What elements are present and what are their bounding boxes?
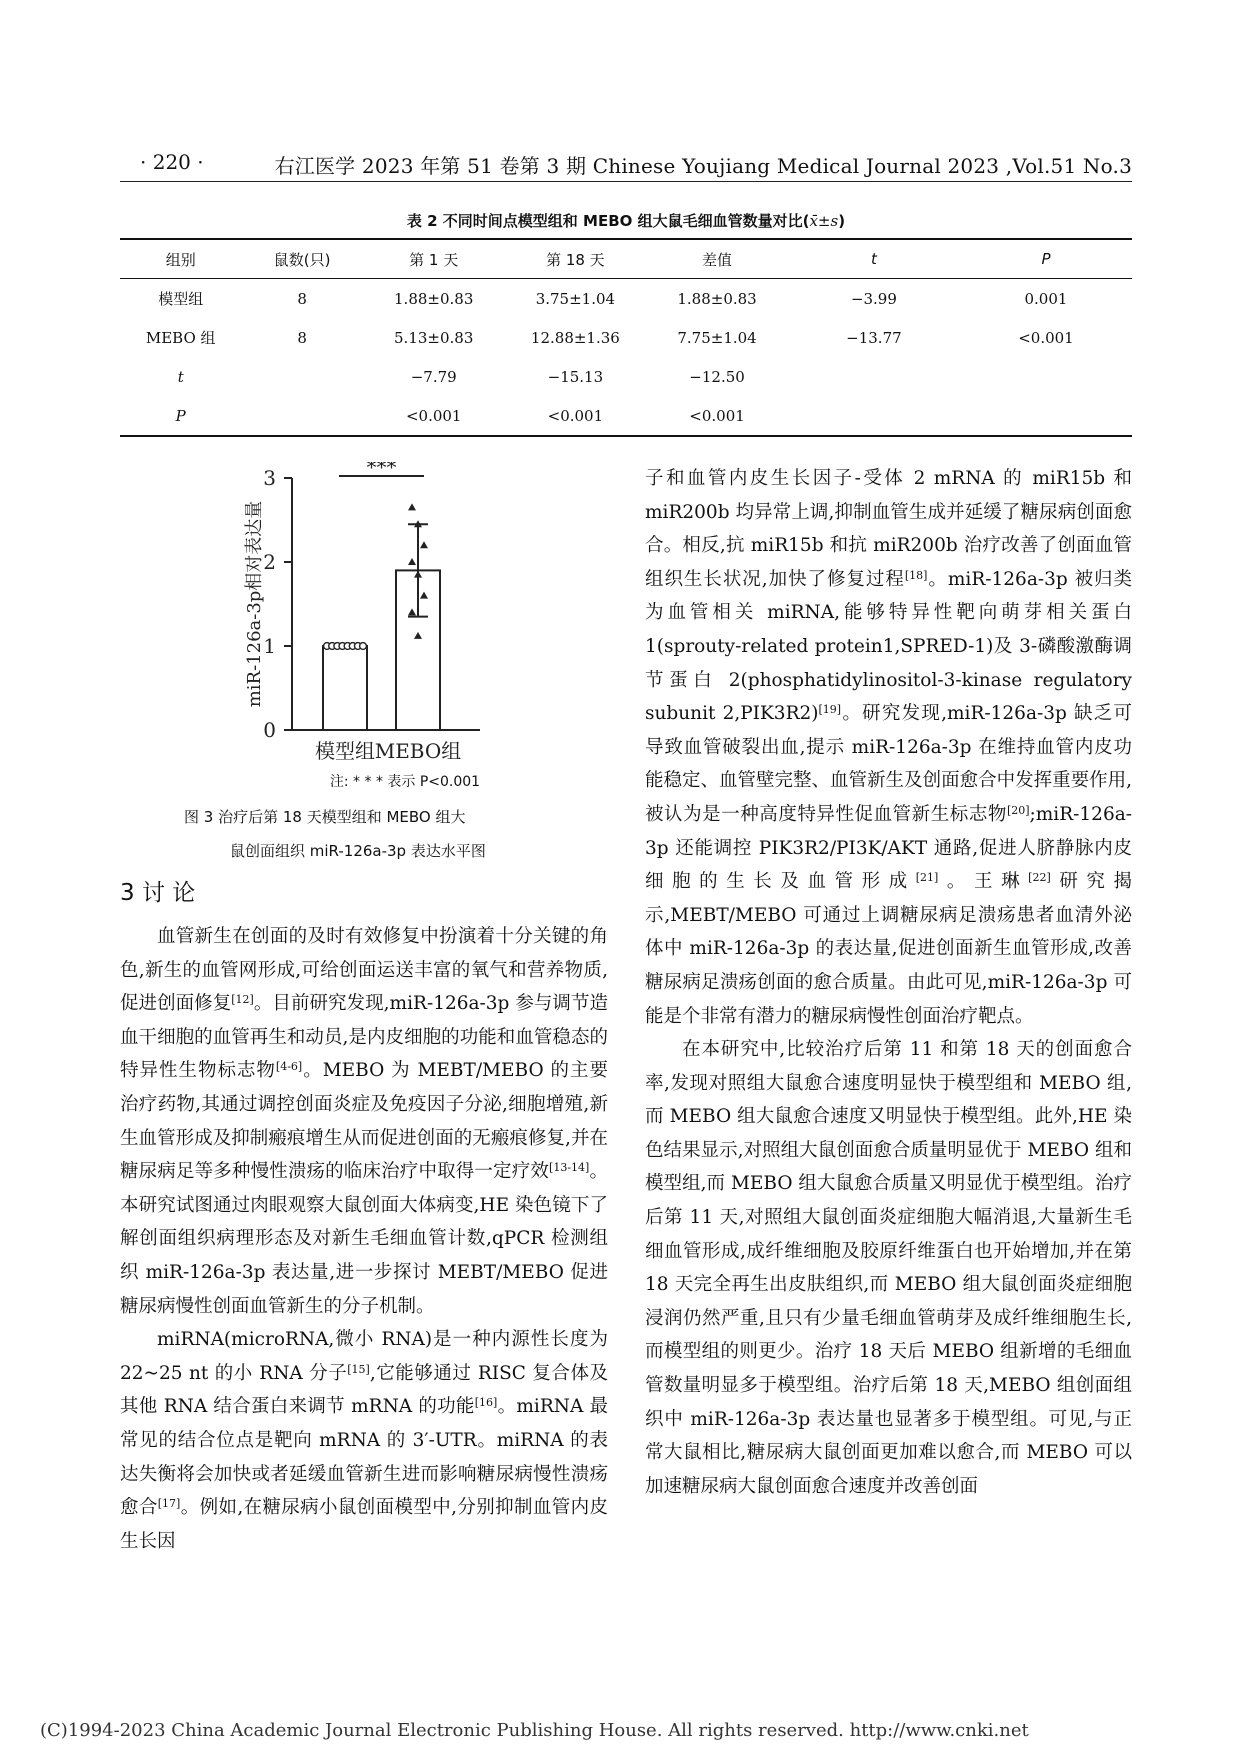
text-run: 。目前研究发现,miR-126a-3p 参与调节造血干细胞的血管再生和动员,是内皮细胞的功能和血管稳态的特异性生物标志物 — [120, 993, 608, 1082]
text-run: ,它能够通过 RISC 复合体及其他 RNA 结合蛋白来调节 mRNA 的功能 — [120, 1362, 608, 1418]
paragraph — [120, 1323, 608, 1558]
y-tick-label: 0 — [263, 718, 276, 742]
citation: [15] — [347, 1362, 370, 1376]
figure-3 — [220, 462, 620, 792]
table-row — [120, 279, 1132, 319]
page-number: · 220 · — [140, 150, 204, 174]
table-cell — [960, 357, 1132, 396]
table-cell: 5.13±0.83 — [394, 328, 474, 347]
table-cell: 1.88±0.83 — [394, 289, 474, 308]
table-cell — [241, 396, 362, 436]
table-cell: 模型组 — [158, 290, 204, 308]
y-tick-label: 2 — [263, 550, 276, 574]
text-run: 。研究发现,miR-126a-3p 缺乏可导致血管破裂出血,提示 miR-126a-3p 在维持血管内皮功能稳定、血管壁完整、血管新生及创面愈合中发挥重要作用,被认为是一种高度特异性促血管新生标志物 — [645, 703, 1132, 825]
text-run: ;miR-126a-3p 还能调控 PIK3R2/PI3K/AKT 通路,促进人脐静脉内皮细胞的生长及血管形成 — [645, 803, 1132, 893]
left-column — [120, 920, 608, 1558]
citation: [18] — [904, 568, 928, 582]
section-title: 3 讨 论 — [120, 880, 196, 906]
col-header-t: t — [788, 239, 960, 279]
table-cell — [241, 357, 362, 396]
table-cell: <0.001 — [363, 396, 505, 436]
paragraph — [120, 920, 608, 1323]
table-cell: 12.88±1.36 — [530, 328, 620, 347]
table-cell: <0.001 — [505, 396, 647, 436]
table-cell: −12.50 — [689, 367, 745, 386]
citation: [21] — [915, 871, 939, 885]
citation: [4-6] — [275, 1060, 303, 1074]
table-cell: 7.75±1.04 — [677, 328, 757, 347]
table-cell: 3.75±1.04 — [535, 289, 616, 308]
table-cell: 8 — [297, 328, 307, 347]
x-tick-label: MEBO组 — [374, 739, 462, 763]
header-rule — [120, 181, 1132, 182]
table-row — [120, 357, 1132, 396]
citation: [22] — [1028, 871, 1051, 885]
table-caption — [120, 210, 1132, 231]
paragraph — [645, 462, 1132, 1033]
col-header-group: 组别 — [120, 239, 241, 279]
table-caption-stat: x̄±s — [809, 212, 839, 230]
figure-caption — [150, 800, 620, 868]
data-point — [420, 541, 428, 548]
text-run: 研究揭示,MEBT/MEBO 可通过上调糖尿病足溃疡患者血清外泌体中 miR-126a-3p 的表达量,促进创面新生血管形成,改善糖尿病足溃疡创面的愈合质量。由此可见,miR-126a-3p 可能是个非常有潜力的糖尿病慢性创面治疗靶点。 — [645, 871, 1132, 1027]
text-run: 。王琳 — [938, 871, 1029, 893]
table-header-row — [120, 239, 1132, 279]
y-axis-label: miR-126a-3p相对表达量 — [244, 500, 265, 708]
table-cell — [788, 396, 960, 436]
table-cell: −3.99 — [850, 289, 897, 308]
col-header-p: P — [960, 239, 1132, 279]
right-column — [645, 462, 1132, 1503]
y-tick-label: 3 — [263, 466, 276, 490]
table-cell: −15.13 — [547, 367, 604, 386]
table-cell: t — [177, 367, 184, 386]
table-cell: 1.88±0.83 — [677, 289, 757, 308]
citation: [19] — [818, 703, 842, 717]
copyright-footer: (C)1994-2023 China Academic Journal Electronic Publishing House. All rights reserved. http://www.cnki.net — [40, 1720, 1029, 1741]
text-run: 子和血管内皮生长因子-受体 2 mRNA 的 miR15b 和 miR200b 均异常上调,抑制血管生成并延缓了糖尿病创面愈合。相反,抗 miR15b 和抗 miR200b 治疗改善了创面血管组织生长状况,加快了修复过程 — [645, 468, 1132, 590]
figure-caption-line2: 鼠创面组织 miR-126a-3p 表达水平图 — [230, 842, 486, 860]
table-cell: −13.77 — [846, 328, 902, 347]
text-run: 。miR-126a-3p 被归类为血管相关 miRNA,能够特异性靶向萌芽相关蛋白 1(sprouty-related protein1,SPRED-1)及 3-磷酸激酶调节蛋白 2(phosphatidylinositol-3-kinase regulatory subunit 2,PIK3R2) — [645, 568, 1132, 725]
citation: [13-14] — [549, 1161, 590, 1175]
y-tick-label: 1 — [263, 634, 276, 658]
table-cell: <0.001 — [1018, 328, 1074, 347]
col-header-diff: 差值 — [646, 239, 788, 279]
col-header-count: 鼠数(只) — [241, 239, 362, 279]
table-cell: −7.79 — [410, 367, 457, 386]
table-row — [120, 396, 1132, 436]
bar-chart — [220, 462, 620, 772]
page-header — [140, 150, 1132, 180]
citation: [17] — [157, 1497, 181, 1511]
table-row — [120, 318, 1132, 357]
col-header-day18: 第 18 天 — [505, 239, 647, 279]
table-cell: 0.001 — [1024, 289, 1068, 308]
figure-note: 注: * * * 表示 P<0.001 — [329, 774, 481, 790]
table-caption-end: ) — [838, 212, 846, 230]
text-run: 。MEBO 为 MEBT/MEBO 的主要治疗药物,其通过调控创面炎症及免疫因子分泌,细胞增殖,新生血管形成及抑制瘢痕增生从而促进创面的无瘢痕修复,并在糖尿病足等多种慢性溃疡的临床治疗中取得一定疗效 — [120, 1060, 608, 1183]
text-run: 。本研究试图通过肉眼观察大鼠创面大体病变,HE 染色镜下了解创面组织病理形态及对新生毛细血管计数,qPCR 检测组织 miR-126a-3p 表达量,进一步探讨 MEBT/MEBO 促进糖尿病慢性创面血管新生的分子机制。 — [120, 1161, 608, 1317]
table-cell: <0.001 — [646, 396, 788, 436]
journal-title: 右江医学 2023 年第 51 卷第 3 期 Chinese Youjiang Medical Journal 2023 ,Vol.51 No.3 — [274, 154, 1133, 178]
figure-caption-line1: 图 3 治疗后第 18 天模型组和 MEBO 组大 — [184, 808, 466, 826]
citation: [16] — [474, 1396, 498, 1410]
bar — [323, 646, 367, 730]
table-cell: P — [120, 396, 241, 436]
citation: [20] — [1006, 803, 1030, 817]
text-run: 。例如,在糖尿病小鼠创面模型中,分别抑制血管内皮生长因 — [120, 1497, 608, 1552]
table-cell — [788, 357, 960, 396]
table-caption-main: 表 2 不同时间点模型组和 MEBO 组大鼠毛细血管数量对比( — [406, 212, 810, 230]
table-cell: 8 — [297, 289, 307, 308]
text-run: 。miRNA 最常见的结合位点是靶向 mRNA 的 3′-UTR。miRNA 的表达失衡将会加快或者延缓血管新生进而影响糖尿病慢性溃疡愈合 — [120, 1396, 608, 1519]
table-cell — [960, 396, 1132, 436]
text-run: 在本研究中,比较治疗后第 11 和第 18 天的创面愈合率,发现对照组大鼠愈合速度明显快于模型组和 MEBO 组,而 MEBO 组大鼠愈合速度又明显快于模型组。此外,HE 染色结果显示,对照组大鼠创面愈合质量明显优于 MEBO 组和模型组,而 MEBO 组大鼠愈合质量又明显优于模型组。治疗后第 11 天,对照组大鼠创面炎症细胞大幅消退,大量新生毛细血管形成,成纤维细胞及胶原纤维蛋白也开始增加,并在第 18 天完全再生出皮肤组织,而 MEBO 组大鼠创面炎症细胞浸润仍然严重,且只有少量毛细血管萌芽及成纤维细胞生长,而模型组的则更少。治疗 18 天后 MEBO 组新增的毛细血管数量明显多于模型组。治疗后第 18 天,MEBO 组创面组织中 miR-126a-3p 表达量也显著多于模型组。可见,与正常大鼠相比,糖尿病大鼠创面更加难以愈合,而 MEBO 可以加速糖尿病大鼠创面愈合速度并改善创面 — [645, 1039, 1132, 1497]
data-point — [408, 558, 416, 565]
significance-label: *** — [366, 462, 397, 479]
data-point — [408, 503, 416, 510]
text-run: miRNA(microRNA,微小 RNA)是一种内源性长度为 22~25 nt 的小 RNA 分子 — [120, 1329, 608, 1384]
x-tick-label: 模型组 — [315, 739, 375, 763]
data-table — [120, 238, 1132, 437]
col-header-day1: 第 1 天 — [363, 239, 505, 279]
data-point — [360, 643, 367, 650]
citation: [12] — [231, 993, 254, 1007]
text-run: 血管新生在创面的及时有效修复中扮演着十分关键的角色,新生的血管网形成,可给创面运送丰富的氧气和营养物质,促进创面修复 — [120, 926, 608, 1015]
paragraph — [645, 1033, 1132, 1503]
table-cell: MEBO 组 — [145, 329, 216, 347]
